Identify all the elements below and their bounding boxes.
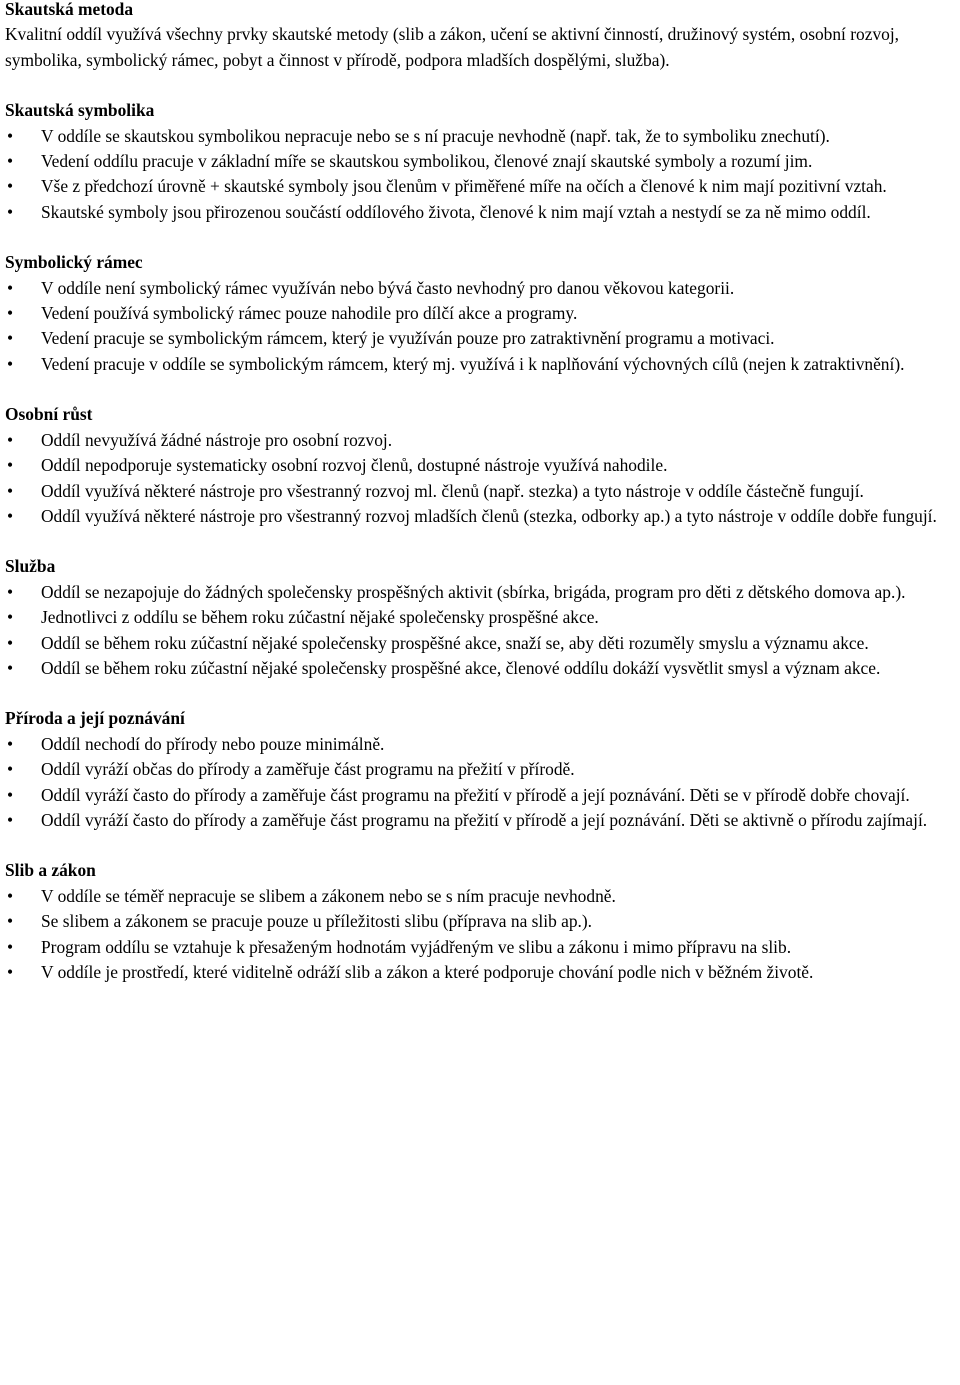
bullet-list xyxy=(5,276,960,378)
list-item: • Oddíl nepodporuje systematicky osobní rozvoj členů, dostupné nástroje využívá nahodile. xyxy=(5,453,960,478)
section-priroda xyxy=(5,706,960,833)
section-symbolicky-ramec xyxy=(5,250,960,377)
intro-section xyxy=(5,0,960,73)
section-skautska-symbolika xyxy=(5,98,960,225)
list-item: • Vedení pracuje v oddíle se symbolickým rámcem, který mj. využívá i k naplňování výchovných cílů (nejen k zatraktivnění). xyxy=(5,352,960,377)
list-item: • Oddíl využívá některé nástroje pro všestranný rozvoj ml. členů (např. stezka) a tyto nástroje v oddíle částečně fungují. xyxy=(5,479,960,504)
bullet-icon: • xyxy=(7,733,14,754)
list-item: • Jednotlivci z oddílu se během roku zúčastní nějaké společensky prospěšné akce. xyxy=(5,605,960,630)
bullet-icon: • xyxy=(7,429,14,450)
bullet-list xyxy=(5,124,960,226)
list-item: • V oddíle se téměř nepracuje se slibem a zákonem nebo se s ním pracuje nevhodně. xyxy=(5,884,960,909)
bullet-icon: • xyxy=(7,759,14,780)
list-item: • V oddíle je prostředí, které viditelně odráží slib a zákon a které podporuje chování podle nich v běžném životě. xyxy=(5,960,960,985)
bullet-icon: • xyxy=(7,581,14,602)
bullet-icon: • xyxy=(7,962,14,982)
bullet-icon: • xyxy=(7,911,14,932)
list-item: • Program oddílu se vztahuje k přesaženým hodnotám vyjádřeným ve slibu a zákonu i mimo přípravu na slib. xyxy=(5,935,960,960)
section-osobni-rust xyxy=(5,402,960,529)
list-item: • Se slibem a zákonem se pracuje pouze u příležitosti slibu (příprava na slib ap.). xyxy=(5,909,960,934)
list-item: • Oddíl se během roku zúčastní nějaké společensky prospěšné akce, snaží se, aby děti rozuměly smyslu a významu akce. xyxy=(5,631,960,656)
list-item: • Vedení oddílu pracuje v základní míře se skautskou symbolikou, členové znají skautské symboly a rozumí jim. xyxy=(5,149,960,174)
bullet-icon: • xyxy=(7,176,14,197)
list-item: • Oddíl se nezapojuje do žádných společensky prospěšných aktivit (sbírka, brigáda, program pro děti z dětského domova ap.). xyxy=(5,580,960,605)
bullet-list xyxy=(5,580,960,682)
list-item: • Oddíl se během roku zúčastní nějaké společensky prospěšné akce, členové oddílu dokáží vysvětlit smysl a význam akce. xyxy=(5,656,960,681)
section-title: Osobní růst xyxy=(5,404,93,425)
bullet-icon: • xyxy=(7,277,14,298)
bullet-icon: • xyxy=(7,353,14,374)
bullet-icon: • xyxy=(7,784,14,805)
section-title: Služba xyxy=(5,556,56,577)
list-item: • Vše z předchozí úrovně + skautské symboly jsou členům v přiměřené míře na očích a členové k nim mají pozitivní vztah. xyxy=(5,174,960,199)
list-item: • Oddíl nechodí do přírody nebo pouze minimálně. xyxy=(5,732,960,757)
list-item: • Oddíl nevyužívá žádné nástroje pro osobní rozvoj. xyxy=(5,428,960,453)
bullet-icon: • xyxy=(7,151,14,172)
list-item: • Oddíl vyráží občas do přírody a zaměřuje část programu na přežití v přírodě. xyxy=(5,757,960,782)
bullet-icon: • xyxy=(7,201,14,222)
bullet-icon: • xyxy=(7,480,14,501)
list-item: • Skautské symboly jsou přirozenou součástí oddílového života, členové k nim mají vztah a nestydí se za ně mimo oddíl. xyxy=(5,200,960,225)
section-title: Příroda a její poznávání xyxy=(5,708,185,729)
bullet-icon: • xyxy=(7,657,14,678)
list-item: • V oddíle se skautskou symbolikou nepracuje nebo se s ní pracuje nevhodně (např. tak, že to symboliku znechutí). xyxy=(5,124,960,149)
bullet-icon: • xyxy=(7,809,14,830)
list-item: • Vedení pracuje se symbolickým rámcem, který je využíván pouze pro zatraktivnění programu a motivaci. xyxy=(5,326,960,351)
section-slib-a-zakon xyxy=(5,858,960,985)
list-item: • Oddíl vyráží často do přírody a zaměřuje část programu na přežití v přírodě a její poznávání. Děti se v přírodě dobře chovají. xyxy=(5,783,960,808)
list-item: • V oddíle není symbolický rámec využíván nebo bývá často nevhodný pro danou věkovou kategorii. xyxy=(5,276,960,301)
bullet-list xyxy=(5,884,960,986)
bullet-list xyxy=(5,732,960,834)
section-sluzba xyxy=(5,554,960,681)
list-item: • Oddíl využívá některé nástroje pro všestranný rozvoj mladších členů (stezka, odborky ap.) a tyto nástroje v oddíle dobře fungují. xyxy=(5,504,960,529)
bullet-icon: • xyxy=(7,936,14,957)
section-title: Slib a zákon xyxy=(5,860,96,881)
list-item: • Oddíl vyráží často do přírody a zaměřuje část programu na přežití v přírodě a její poznávání. Děti se aktivně o přírodu zajímají. xyxy=(5,808,960,833)
section-title-skautska-metoda: Skautská metoda xyxy=(5,0,134,19)
bullet-list xyxy=(5,428,960,530)
bullet-icon: • xyxy=(7,303,14,324)
section-title: Skautská symbolika xyxy=(5,100,155,121)
list-item: • Vedení používá symbolický rámec pouze nahodile pro dílčí akce a programy. xyxy=(5,301,960,326)
bullet-icon: • xyxy=(7,505,14,526)
intro-paragraph: Kvalitní oddíl využívá všechny prvky skautské metody (slib a zákon, učení se aktivní činností, družinový systém, osobní rozvoj, symbolika, symbolický rámec, pobyt a činnost v přírodě, podpora mladších dospělými, služba). xyxy=(5,24,900,70)
bullet-icon: • xyxy=(7,632,14,653)
bullet-icon: • xyxy=(7,125,14,146)
section-title: Symbolický rámec xyxy=(5,252,143,273)
bullet-icon: • xyxy=(7,885,14,906)
document xyxy=(5,0,960,1010)
bullet-icon: • xyxy=(7,328,14,349)
bullet-icon: • xyxy=(7,607,14,628)
bullet-icon: • xyxy=(7,455,14,476)
